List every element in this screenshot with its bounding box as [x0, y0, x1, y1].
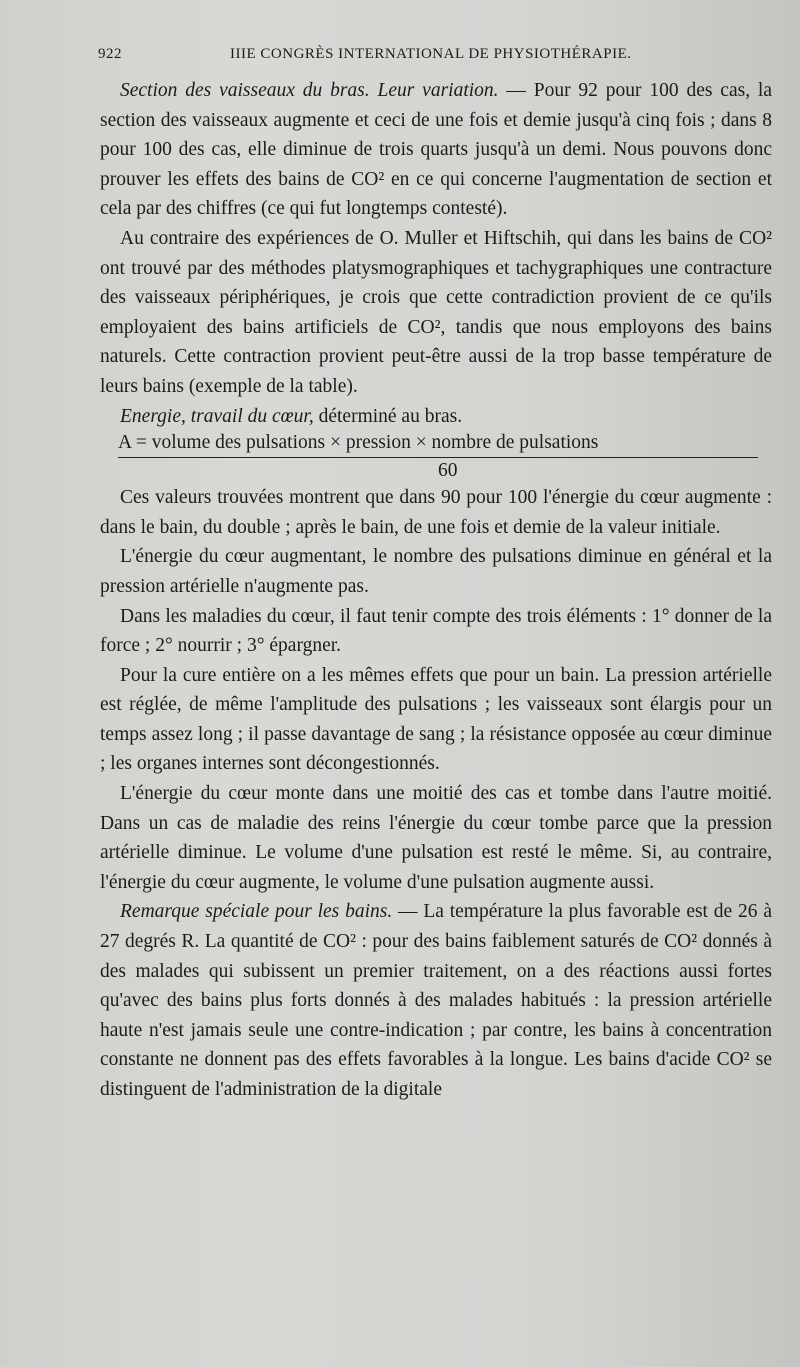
paragraph-text: — Pour 92 pour 100 des cas, la section des vaisseaux augmente et ceci de une fois et demie jusqu'à cinq fois ; dans 8 pour 100 des cas, elle diminue de trois quarts jusqu'à un demi. Nous pouvons donc prouver les effets des bains de CO² en ce qui concerne l'augmentation de section et cela par des chiffres (ce qui fut longtemps contesté). — [100, 80, 772, 220]
paragraph-maladies-coeur: Dans les maladies du cœur, il faut tenir compte des trois éléments : 1° donner de la force ; 2° nourrir ; 3° épargner. — [100, 605, 772, 657]
paragraph-text: — La température la plus favorable est de 26 à 27 degrés R. La quantité de CO² : pour des bains faiblement saturés de CO² donnés à des malades qui subissent un premier traitement, on a des réactions aussi fortes qu'avec des bains plus forts donnés à des malades habitués : la pression artérielle haute n'est jamais seule une contre-indication ; par contre, les bains à concentration constante ne donnent pas des effets favorables à la longue. Les bains d'acide CO² se distinguent de l'administration de la digitale — [100, 901, 772, 1100]
remarque-heading-italic: Remarque spéciale pour les bains. — [120, 901, 393, 923]
paragraph-remarque-bains — [100, 897, 772, 1104]
formula-numerator: A = volume des pulsations × pression × nombre de pulsations — [118, 429, 758, 458]
paragraph-text: déterminé au bras. — [313, 405, 463, 427]
paragraph-energie-augmentant: L'énergie du cœur augmentant, le nombre des pulsations diminue en général et la pression artérielle n'augmente pas. — [100, 546, 772, 597]
paragraph-muller: Au contraire des expériences de O. Muller et Hiftschih, qui dans les bains de CO² ont trouvé par des méthodes platysmographiques et tachygraphiques une contracture des vaisseaux périphériques, je crois que cette contradiction provient de ce qu'ils employaient des bains artificiels de CO², tandis que nous employons des bains naturels. Cette contraction provient peut-être aussi de la trop basse température de leurs bains (exemple de la table). — [100, 227, 772, 397]
paragraph-energie-moitie: L'énergie du cœur monte dans une moitié des cas et tombe dans l'autre moitié. Dans un cas de maladie des reins l'énergie du cœur tombe parce que la pression artérielle diminue. Le volume d'une pulsation est resté le même. Si, au contraire, l'énergie du cœur augmente, le volume d'une pulsation augmente aussi. — [100, 783, 772, 893]
running-title: IIIE CONGRÈS INTERNATIONAL DE PHYSIOTHÉRAPIE. — [230, 46, 632, 62]
energy-formula — [100, 431, 772, 483]
section-heading-italic: Section des vaisseaux du bras. Leur variation. — [120, 80, 499, 101]
paragraph-valeurs: Ces valeurs trouvées montrent que dans 90 pour 100 l'énergie du cœur augmente : dans le bain, du double ; après le bain, de une fois et demie de la valeur initiale. — [100, 487, 772, 538]
page-number: 922 — [98, 46, 122, 62]
energie-heading-italic: Energie, travail du cœur, — [120, 405, 314, 427]
paragraph-section-vaisseaux — [100, 76, 772, 224]
formula-denominator: 60 — [438, 460, 458, 482]
paragraph-energie-heading — [100, 402, 772, 432]
page-body — [100, 76, 772, 1105]
paragraph-cure-entiere: Pour la cure entière on a les mêmes effets que pour un bain. La pression artérielle est réglée, de même l'amplitude des pulsations ; les vaisseaux sont élargis pour un temps assez long ; il passe davantage de sang ; la résistance opposée au cœur diminue ; les organes internes sont décongestionnés. — [100, 664, 772, 775]
